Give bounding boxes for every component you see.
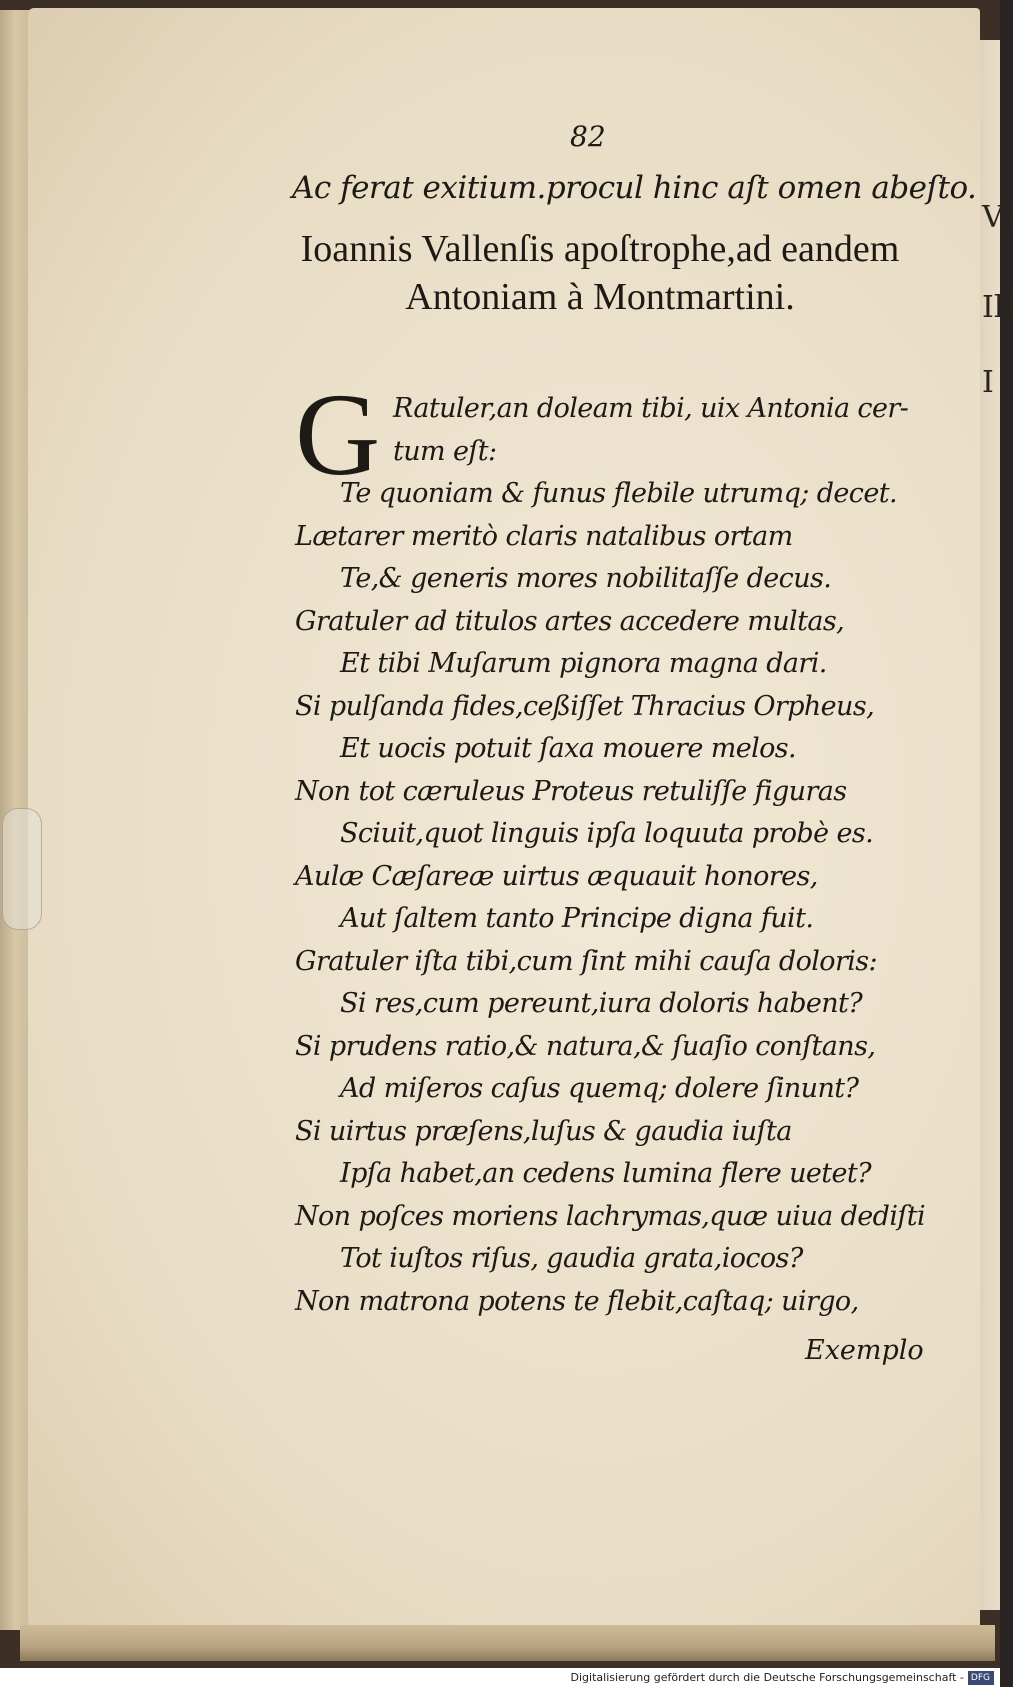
poem-heading: Ioannis Vallenſis apoſtrophe,ad eandem Antoniam à Montmartini.: [300, 228, 900, 318]
verse-line: Si pulſanda fides,ceßiſſet Thracius Orpheus,: [295, 690, 875, 722]
verse-line: Et uocis potuit ſaxa mouere melos.: [340, 733, 797, 764]
verse-line: Non tot cæruleus Proteus retuliſſe figuras: [295, 775, 847, 807]
dfg-logo: DFG: [968, 1671, 994, 1685]
verse-line: Et tibi Muſarum pignora magna dari.: [340, 648, 827, 679]
drop-cap: G: [295, 369, 381, 500]
catchword: Exemplo: [805, 1335, 924, 1366]
verse-line: Si prudens ratio,& natura,& ſuaſio conſtans,: [295, 1030, 876, 1062]
page-number: 82: [570, 120, 606, 153]
top-verse-line: Ac ferat exitium.procul hinc aſt omen abeſto.: [292, 170, 977, 206]
verse-line: Si res,cum pereunt,iura doloris habent?: [340, 988, 863, 1019]
verse-line: Non poſces moriens lachrymas,quæ uiua dediſti: [295, 1200, 926, 1232]
digitization-footer: [0, 1668, 1000, 1687]
facing-page-fragment: I: [982, 365, 994, 400]
facing-page-fragment: Ill: [982, 290, 1013, 325]
verse-line: Lætarer meritò claris natalibus ortam: [295, 520, 793, 552]
poem-body: [295, 388, 935, 1323]
verse-line: Ratuler,an doleam tibi, uix Antonia cer-: [393, 393, 909, 424]
verse-line: Aut ſaltem tanto Principe digna fuit.: [340, 903, 814, 934]
verse-line: Non matrona potens te flebit,caſtaq; uirgo,: [295, 1285, 859, 1317]
facing-page-fragment: Vi: [982, 200, 1013, 235]
verse-line: Gratuler ad titulos artes accedere multas,: [295, 605, 845, 637]
page-clip: [2, 808, 42, 930]
verse-line: Te quoniam & funus flebile utrumq; decet.: [340, 478, 897, 509]
verse-line: Sciuit,quot linguis ipſa loquuta probè es.: [340, 818, 874, 849]
footer-credit: Digitalisierung gefördert durch die Deutsche Forschungsgemeinschaft -: [570, 1671, 964, 1684]
verse-line: Si uirtus præſens,luſus & gaudia iuſta: [295, 1115, 792, 1147]
verse-line: tum eſt:: [393, 435, 497, 467]
verse-line: Ad miſeros caſus quemq; dolere ſinunt?: [340, 1073, 859, 1104]
book-page-edges-bottom: [20, 1625, 995, 1661]
verse-line: Gratuler iſta tibi,cum ſint mihi cauſa doloris:: [295, 945, 878, 977]
verse-line: Te,& generis mores nobilitaſſe decus.: [340, 563, 832, 594]
verse-line: Tot iuſtos riſus, gaudia grata,iocos?: [340, 1243, 803, 1274]
verse-line: Aulæ Cæſareæ uirtus æquauit honores,: [295, 860, 818, 892]
verse-line: Ipſa habet,an cedens lumina flere uetet?: [340, 1158, 871, 1189]
